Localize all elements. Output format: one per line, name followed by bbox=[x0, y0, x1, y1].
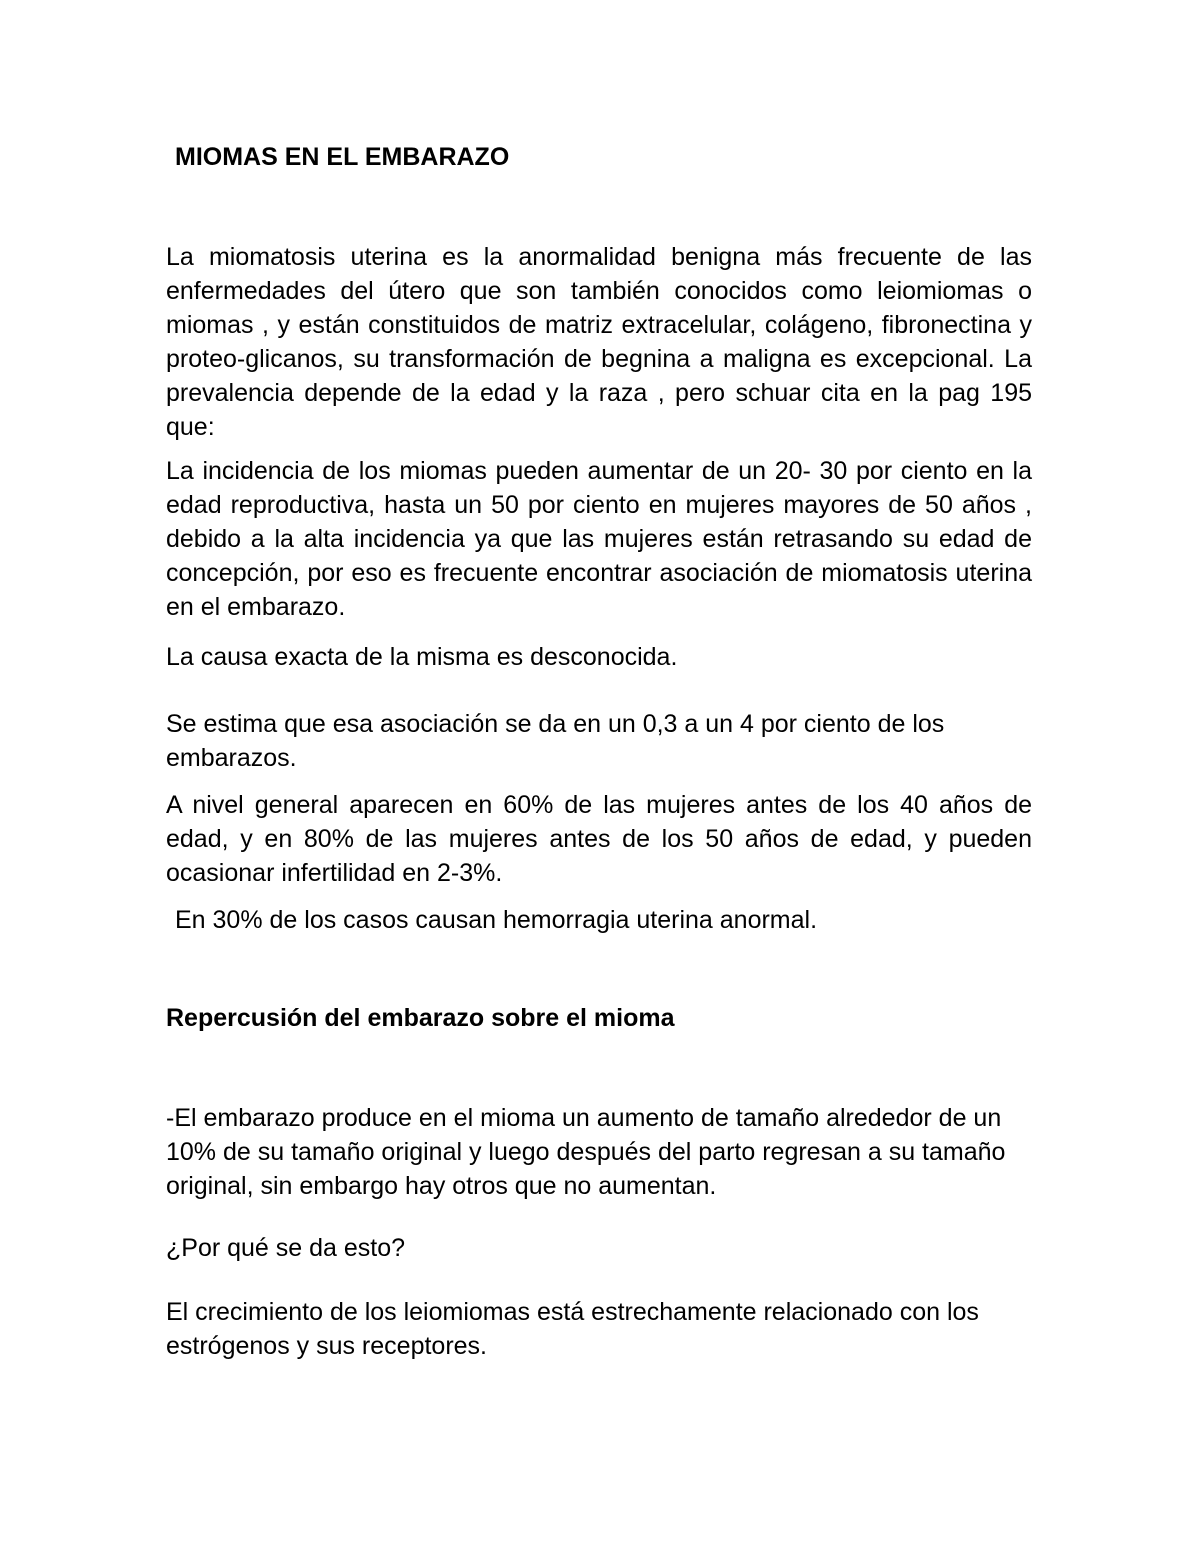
paragraph-incidence: La incidencia de los miomas pueden aumentar de un 20- 30 por ciento en la edad reproductiva, hasta un 50 por ciento en mujeres mayores de 50 años , debido a la alta incidencia ya que las mujeres están retrasando su edad de concepción, por eso es frecuente encontrar asociación de miomatosis uterina en el embarazo. bbox=[166, 457, 1032, 621]
paragraph-question: ¿Por qué se da esto? bbox=[166, 1234, 406, 1262]
section-heading: Repercusión del embarazo sobre el mioma bbox=[166, 1004, 675, 1032]
document-page bbox=[166, 140, 1032, 1363]
paragraph-intro: La miomatosis uterina es la anormalidad benigna más frecuente de las enfermedades del útero que son también conocidos como leiomiomas o miomas , y están constituidos de matriz extracelular, colágeno, fibronectina y proteo-glicanos, su transformación de begnina a maligna es excepcional. La prevalencia depende de la edad y la raza , pero schuar cita en la pag 195 que: bbox=[166, 243, 1032, 441]
document-title: MIOMAS EN EL EMBARAZO bbox=[175, 143, 510, 171]
paragraph-estrogen: El crecimiento de los leiomiomas está estrechamente relacionado con los estrógenos y sus receptores. bbox=[166, 1298, 979, 1360]
paragraph-hemorrhage: En 30% de los casos causan hemorragia uterina anormal. bbox=[175, 906, 818, 934]
paragraph-cause: La causa exacta de la misma es desconocida. bbox=[166, 643, 678, 671]
paragraph-association: Se estima que esa asociación se da en un 0,3 a un 4 por ciento de los embarazos. bbox=[166, 710, 945, 772]
paragraph-general: A nivel general aparecen en 60% de las mujeres antes de los 40 años de edad, y en 80% de las mujeres antes de los 50 años de edad, y pueden ocasionar infertilidad en 2-3%. bbox=[166, 791, 1032, 887]
paragraph-size-increase: -El embarazo produce en el mioma un aumento de tamaño alrededor de un 10% de su tamaño original y luego después del parto regresan a su tamaño original, sin embargo hay otros que no aumentan. bbox=[166, 1104, 1006, 1200]
